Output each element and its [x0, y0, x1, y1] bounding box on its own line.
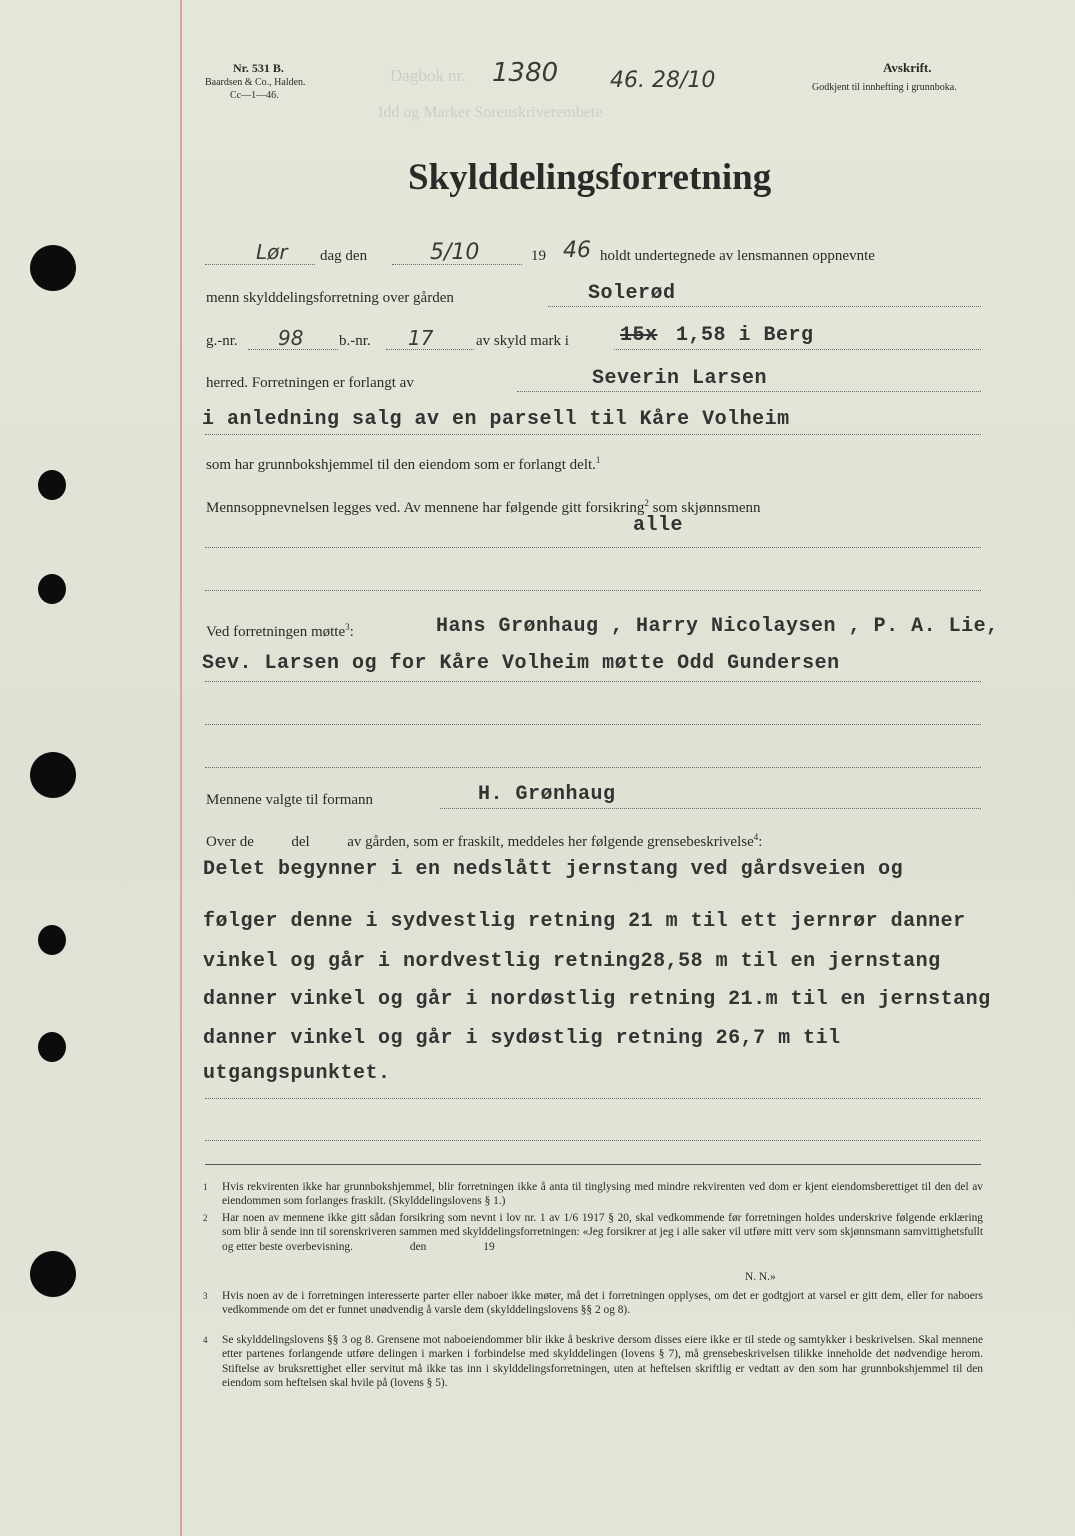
boundary-intro: Over de del av gården, som er fraskilt, meddeles her følgende grensebeskrivelse$^4$: — [206, 832, 763, 850]
copy-title: Avskrift. — [883, 60, 932, 75]
print-code: Cc—1—46. — [230, 90, 279, 101]
boundary-line: danner vinkel og går i nordøstlig retning 21.m til en jernstang — [203, 988, 991, 1011]
margin-rule — [180, 0, 182, 1536]
boundary-line: følger denne i sydvestlig retning 21 m til ett jernrør danner — [203, 910, 966, 933]
printer-name: Baardsen & Co., Halden. — [205, 77, 306, 88]
binder-hole — [38, 925, 66, 955]
court-stamp: Idd og Marker Sorenskriverembete — [378, 104, 603, 121]
year-prefix: 19 — [531, 248, 546, 264]
diary-stamp: Dagbok nr. — [390, 66, 466, 85]
skyld-label: av skyld mark i — [476, 333, 569, 349]
footnote-ref: 2 — [644, 498, 649, 508]
assurance-given: alle — [633, 514, 684, 537]
binder-hole — [30, 245, 76, 291]
date-value: 5/10 — [430, 240, 480, 265]
binder-hole — [30, 1251, 76, 1297]
approval-note: Godkjent til innhefting i grunnboka. — [812, 82, 957, 93]
footnote: 4 Se skylddelingslovens §§ 3 og 8. Grensene mot naboeiendommer blir ikke å beskrive dersom disses eiere ikke er til stede og samtykker i beskrivelsen. Skal mennene etter partenes forlangende utføre delingen i marken i forbindelse med skylddelingen (lovens § 7), må grensebeskrivelsen tilikke inneholde det nødvendige herom. Stiftelse av bruksrettighet eller servitut må ikke tas inn i skylddelingsforretningen, uten at heftelsen skriftlig er vedtatt av den som har grunnbokshjemmel til den eiendom som heftelsen skal hvile på (lovens § 5). — [203, 1334, 983, 1389]
diary-date: 46. 28/10 — [610, 68, 716, 93]
bnr-label: b.-nr. — [339, 333, 371, 349]
diary-number: 1380 — [492, 58, 559, 88]
footnote-ref: 4 — [753, 832, 759, 842]
purpose-text: i anledning salg av en parsell til Kåre Volheim — [202, 408, 790, 431]
footnote-ref: 1 — [595, 455, 601, 465]
boundary-line: danner vinkel og går i sydøstlig retning 26,7 m til — [203, 1027, 841, 1050]
requester-name: Severin Larsen — [592, 367, 768, 390]
document-title: Skylddelingsforretning — [408, 157, 772, 198]
footnote-separator — [205, 1164, 981, 1165]
form-number: Nr. 531 B. — [233, 61, 284, 75]
weekday: Lør — [256, 240, 288, 264]
binder-hole — [38, 574, 66, 604]
herred-text: herred. Forretningen er forlangt av — [206, 375, 414, 391]
day-label: dag den — [320, 248, 368, 264]
skyld-value: 1,58 i Berg — [676, 324, 814, 347]
boundary-line: utgangspunktet. — [203, 1062, 391, 1085]
year-suffix: 46 — [563, 238, 591, 263]
footnote: 3 Hvis noen av de i forretningen interesserte parter eller naboer ikke møter, må det i forretningen opplyses, om det er godtgjort at varsel er gitt dem, eller for naboers vedkommende om det er funnet unødvendig å varsle dem (skylddelingslovens §§ 2 og 8). — [203, 1290, 983, 1317]
attendees-line1: Hans Grønhaug , Harry Nicolaysen , P. A. Lie, — [436, 615, 999, 638]
held-text: holdt undertegnede av lensmannen oppnevnte — [600, 248, 875, 264]
boundary-line: Delet begynner i en nedslått jernstang ved gårdsveien og — [203, 858, 904, 881]
binder-hole — [30, 752, 76, 798]
bnr-value: 17 — [408, 326, 434, 350]
footnote-ref: 3 — [345, 622, 350, 632]
chairman-name: H. Grønhaug — [478, 783, 616, 806]
footnote-signature: N. N.» — [745, 1271, 776, 1283]
farm-name: Solerød — [588, 282, 676, 305]
footnote: 2 Har noen av mennene ikke gitt sådan forsikring som nevnt i lov nr. 1 av 1/6 1917 § 20, skal vedkommende før forretningen holdes underskrive følgende erklæring som blir å sende inn til sorenskriveren sammen med skylddelingsforretningen: «Jeg forsikrer at jeg i alle saker vil utføre mitt verv som skjønnsmann samvittighetsfullt og etter beste overbevisning. den 19 — [203, 1212, 986, 1253]
binder-hole — [38, 1032, 66, 1062]
grunnbok-text: som har grunnbokshjemmel til den eiendom som er forlangt delt.$^1$ — [206, 455, 601, 473]
boundary-line: vinkel og går i nordvestlig retning28,58 m til en jernstang — [203, 950, 941, 973]
attendees-label: Ved forretningen møtte$^3$: — [206, 622, 354, 640]
binder-hole — [38, 470, 66, 500]
mennsopp-text: Mennsoppnevnelsen legges ved. Av mennene har følgende gitt forsikring$^2$ som skjønnsmenn — [206, 498, 761, 516]
gnr-value: 98 — [278, 326, 304, 350]
gnr-label: g.-nr. — [206, 333, 238, 349]
line2-text: menn skylddelingsforretning over gården — [206, 290, 454, 306]
chairman-label: Mennene valgte til formann — [206, 792, 374, 808]
skyld-struck: 15x — [620, 324, 658, 347]
attendees-line2: Sev. Larsen og for Kåre Volheim møtte Odd Gundersen — [202, 652, 840, 675]
footnote: 1 Hvis rekvirenten ikke har grunnbokshjemmel, blir forretningen ikke å anta til tinglysing med mindre rekvirenten ved dom er kjent eiendomsberettiget til den del av eiendommen som forlanges fraskilt. (Skylddelingslovens § 1.) — [203, 1181, 983, 1208]
